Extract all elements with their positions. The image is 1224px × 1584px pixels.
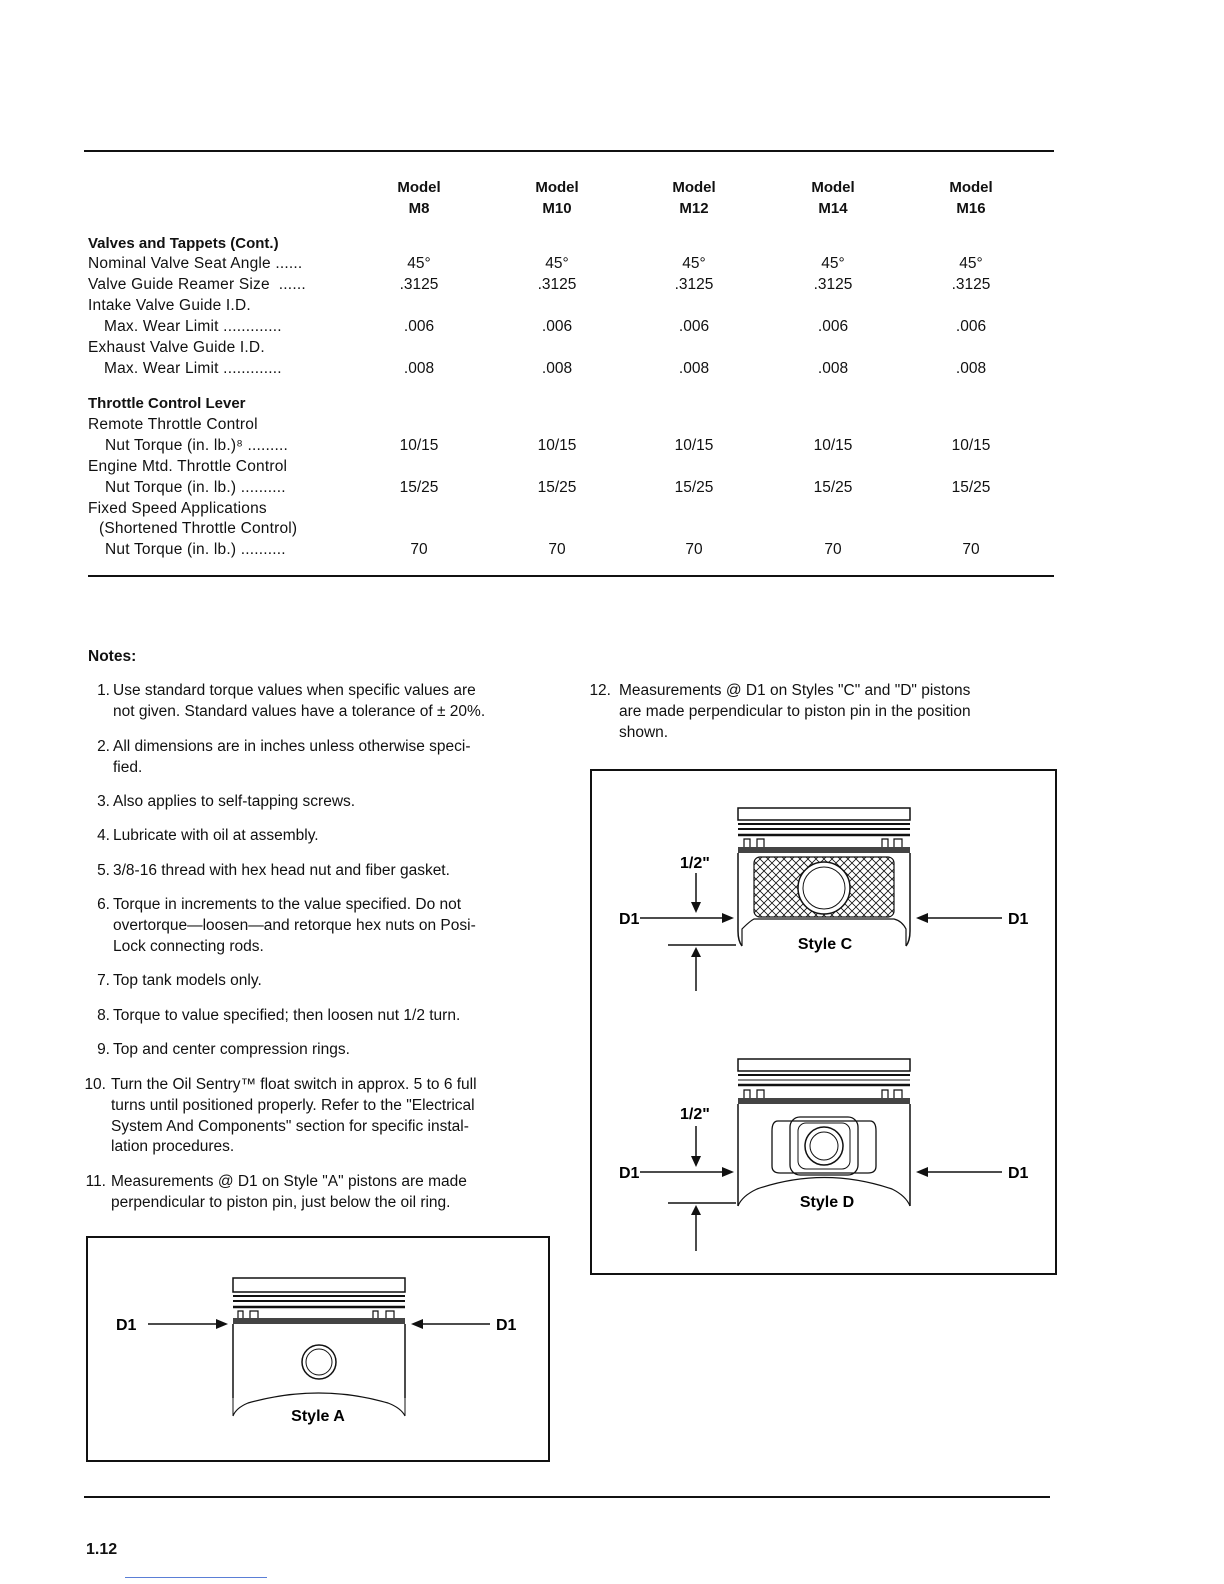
note-line: are made perpendicular to piston pin in the position <box>619 702 971 720</box>
cell-value: 10/15 <box>813 437 853 454</box>
note-line: turns until positioned properly. Refer to the "Electrical <box>111 1096 475 1114</box>
note-line: Use standard torque values when specific values are <box>113 682 476 699</box>
cell-value: 70 <box>685 541 703 558</box>
cell-value: .006 <box>403 318 435 335</box>
note-number: 3. <box>97 793 110 810</box>
note-number: 8. <box>97 1007 110 1024</box>
cell-value: 70 <box>548 541 566 558</box>
note-line: 3/8-16 thread with hex head nut and fiber gasket. <box>113 862 450 879</box>
cell-value: 70 <box>824 541 842 558</box>
cell-value: 45° <box>821 255 845 272</box>
note-number: 12. <box>589 682 611 699</box>
section-heading: Throttle Control Lever <box>88 395 246 412</box>
cell-value: .006 <box>541 318 573 335</box>
note-number: 2. <box>97 738 110 755</box>
cell-value: 15/25 <box>537 479 577 496</box>
cell-value: .008 <box>817 360 849 377</box>
d1-left-label: D1 <box>619 911 640 928</box>
cell-value: 10/15 <box>399 437 439 454</box>
cell-value: .008 <box>678 360 710 377</box>
cell-value: 10/15 <box>674 437 714 454</box>
note-line: lation procedures. <box>111 1138 235 1156</box>
style-label: Style D <box>799 1194 855 1211</box>
figure-style-a <box>86 1236 550 1462</box>
cell-value: 15/25 <box>813 479 853 496</box>
note-line: Torque to value specified; then loosen nut 1/2 turn. <box>113 1007 461 1024</box>
row-label: Exhaust Valve Guide I.D. <box>88 339 265 356</box>
cell-value: 45° <box>545 255 569 272</box>
d1-right-label: D1 <box>1008 1165 1029 1182</box>
note-number: 6. <box>97 896 110 913</box>
table-bottom-rule <box>88 575 1054 577</box>
row-label: Nominal Valve Seat Angle ...... <box>88 255 303 272</box>
model-header: Model M12 <box>672 179 716 217</box>
dimension-label: 1/2" <box>680 1106 710 1123</box>
cell-value: .3125 <box>537 276 577 293</box>
cell-value: 70 <box>962 541 980 558</box>
cell-value: 15/25 <box>951 479 991 496</box>
note-number: 10. <box>84 1076 106 1093</box>
model-header: Model M10 <box>535 179 579 217</box>
dimension-label: 1/2" <box>680 855 710 872</box>
cell-value: .006 <box>817 318 849 335</box>
row-label: Intake Valve Guide I.D. <box>88 297 251 314</box>
row-label: Remote Throttle Control <box>88 416 258 433</box>
cell-value: .008 <box>955 360 987 377</box>
footer-link-underline <box>125 1577 267 1578</box>
d1-left-label: D1 <box>116 1317 137 1334</box>
section-heading: Valves and Tappets (Cont.) <box>88 235 279 252</box>
cell-value: 45° <box>959 255 983 272</box>
note-line: Lubricate with oil at assembly. <box>113 827 319 844</box>
note-line: not given. Standard values have a tolerance of ± 20%. <box>113 702 486 720</box>
d1-right-label: D1 <box>496 1317 517 1334</box>
cell-value: .3125 <box>399 276 439 293</box>
note-line: Turn the Oil Sentry™ float switch in approx. 5 to 6 full <box>111 1076 477 1093</box>
cell-value: 45° <box>407 255 431 272</box>
row-label: Nut Torque (in. lb.)⁸ ......... <box>105 437 289 454</box>
note-line: Torque in increments to the value specified. Do not <box>113 896 462 913</box>
cell-value: .008 <box>541 360 573 377</box>
note-line: Lock connecting rods. <box>113 937 264 955</box>
row-label: Fixed Speed Applications <box>88 500 267 517</box>
note-number: 9. <box>97 1041 110 1058</box>
row-label: Nut Torque (in. lb.) .......... <box>105 479 286 496</box>
cell-value: .006 <box>678 318 710 335</box>
row-label: Valve Guide Reamer Size ...... <box>88 276 306 293</box>
note-line: Top tank models only. <box>113 972 262 989</box>
note-line: All dimensions are in inches unless otherwise speci- <box>113 738 471 755</box>
page-number: 1.12 <box>86 1541 118 1558</box>
cell-value: .3125 <box>813 276 853 293</box>
note-line: System And Components" section for specific instal- <box>111 1117 469 1135</box>
note-number: 5. <box>97 862 110 879</box>
note-line: Measurements @ D1 on Style "A" pistons are made <box>111 1173 467 1190</box>
cell-value: 70 <box>410 541 428 558</box>
row-label: Max. Wear Limit ............. <box>104 360 282 377</box>
note-line: Also applies to self-tapping screws. <box>113 793 356 810</box>
cell-value: .3125 <box>951 276 991 293</box>
top-rule <box>84 150 1054 152</box>
note-line: perpendicular to piston pin, just below the oil ring. <box>111 1193 451 1211</box>
model-header: Model M14 <box>811 179 855 217</box>
note-line: Measurements @ D1 on Styles "C" and "D" pistons <box>619 682 971 699</box>
style-label: Style A <box>291 1408 345 1425</box>
row-label: Nut Torque (in. lb.) .......... <box>105 541 286 558</box>
note-number: 4. <box>97 827 110 844</box>
figure-style-c-d <box>590 769 1057 1275</box>
cell-value: 10/15 <box>537 437 577 454</box>
piston-style-c-d-drawing <box>592 771 1055 1273</box>
note-line: overtorque—loosen—and retorque hex nuts on Posi- <box>113 916 476 934</box>
style-label: Style C <box>797 936 853 953</box>
model-header: Model M16 <box>949 179 993 217</box>
cell-value: 45° <box>682 255 706 272</box>
note-line: Top and center compression rings. <box>113 1041 350 1058</box>
note-line: shown. <box>619 723 669 741</box>
footer-rule <box>84 1496 1050 1498</box>
cell-value: 15/25 <box>399 479 439 496</box>
cell-value: .3125 <box>674 276 714 293</box>
cell-value: .006 <box>955 318 987 335</box>
cell-value: 15/25 <box>674 479 714 496</box>
model-header: Model M8 <box>397 179 441 217</box>
piston-style-a-drawing <box>88 1238 548 1460</box>
note-number: 11. <box>85 1173 106 1190</box>
d1-left-label: D1 <box>619 1165 640 1182</box>
d1-right-label: D1 <box>1008 911 1029 928</box>
cell-value: 10/15 <box>951 437 991 454</box>
row-label: Engine Mtd. Throttle Control <box>88 458 288 475</box>
notes-title: Notes: <box>88 648 137 665</box>
note-number: 7. <box>97 972 110 989</box>
row-label: Max. Wear Limit ............. <box>104 318 282 335</box>
note-line: fied. <box>113 758 143 776</box>
row-label: (Shortened Throttle Control) <box>99 520 298 537</box>
note-number: 1. <box>97 682 110 699</box>
cell-value: .008 <box>403 360 435 377</box>
